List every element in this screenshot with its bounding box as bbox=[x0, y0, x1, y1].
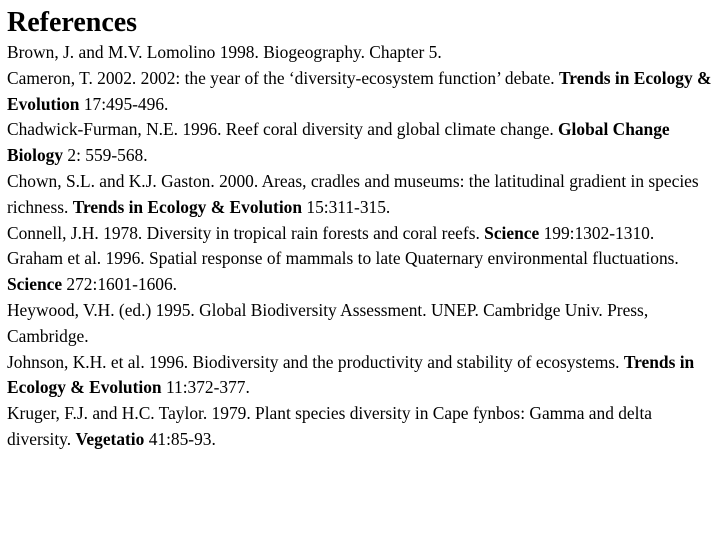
reference-details: 272:1601-1606. bbox=[62, 274, 178, 295]
reference-details: 17:495-496. bbox=[79, 93, 169, 114]
reference-item bbox=[7, 221, 715, 247]
reference-text: Chadwick-Furman, N.E. 1996. Reef coral diversity and global climate change. bbox=[7, 119, 559, 140]
reference-text: Connell, J.H. 1978. Diversity in tropical rain forests and coral reefs. bbox=[7, 222, 485, 243]
reference-item bbox=[7, 66, 715, 118]
reference-text: Johnson, K.H. et al. 1996. Biodiversity and the productivity and stability of ecosystems. bbox=[7, 351, 624, 372]
reference-item bbox=[7, 401, 715, 453]
reference-details: 15:311-315. bbox=[302, 196, 391, 217]
reference-journal: Trends in Ecology & Evolution bbox=[7, 351, 695, 398]
reference-item bbox=[7, 40, 715, 66]
reference-list bbox=[7, 40, 715, 453]
reference-text: Heywood, V.H. (ed.) 1995. Global Biodiversity Assessment. UNEP. Cambridge Univ. Press, Cambridge. bbox=[7, 299, 649, 346]
reference-journal: Science bbox=[484, 222, 540, 243]
reference-journal: Vegetatio bbox=[75, 428, 145, 449]
reference-text: Chown, S.L. and K.J. Gaston. 2000. Areas, cradles and museums: the latitudinal gradient in species richness. bbox=[7, 170, 699, 217]
reference-item bbox=[7, 350, 715, 402]
reference-item bbox=[7, 246, 715, 298]
reference-journal: Global Change Biology bbox=[7, 119, 670, 166]
reference-item bbox=[7, 298, 715, 350]
reference-details: 41:85-93. bbox=[144, 428, 216, 449]
reference-journal: Trends in Ecology & Evolution bbox=[72, 196, 303, 217]
reference-text: Kruger, F.J. and H.C. Taylor. 1979. Plant species diversity in Cape fynbos: Gamma and delta diversity. bbox=[7, 403, 653, 449]
page-title: References bbox=[7, 7, 138, 38]
reference-details: 11:372-377. bbox=[161, 377, 250, 398]
reference-text: Graham et al. 1996. Spatial response of mammals to late Quaternary environmental fluctuations. bbox=[7, 248, 679, 269]
reference-item bbox=[7, 169, 715, 221]
reference-item bbox=[7, 117, 715, 169]
reference-journal: Science bbox=[7, 274, 63, 295]
reference-journal: Trends in Ecology & Evolution bbox=[7, 67, 712, 114]
reference-text: Cameron, T. 2002. 2002: the year of the ‘diversity-ecosystem function’ debate. bbox=[7, 67, 559, 88]
reference-text: Brown, J. and M.V. Lomolino 1998. Biogeography. Chapter 5. bbox=[7, 42, 442, 62]
reference-details: 199:1302-1310. bbox=[539, 222, 655, 243]
reference-details: 2: 559-568. bbox=[63, 145, 148, 166]
